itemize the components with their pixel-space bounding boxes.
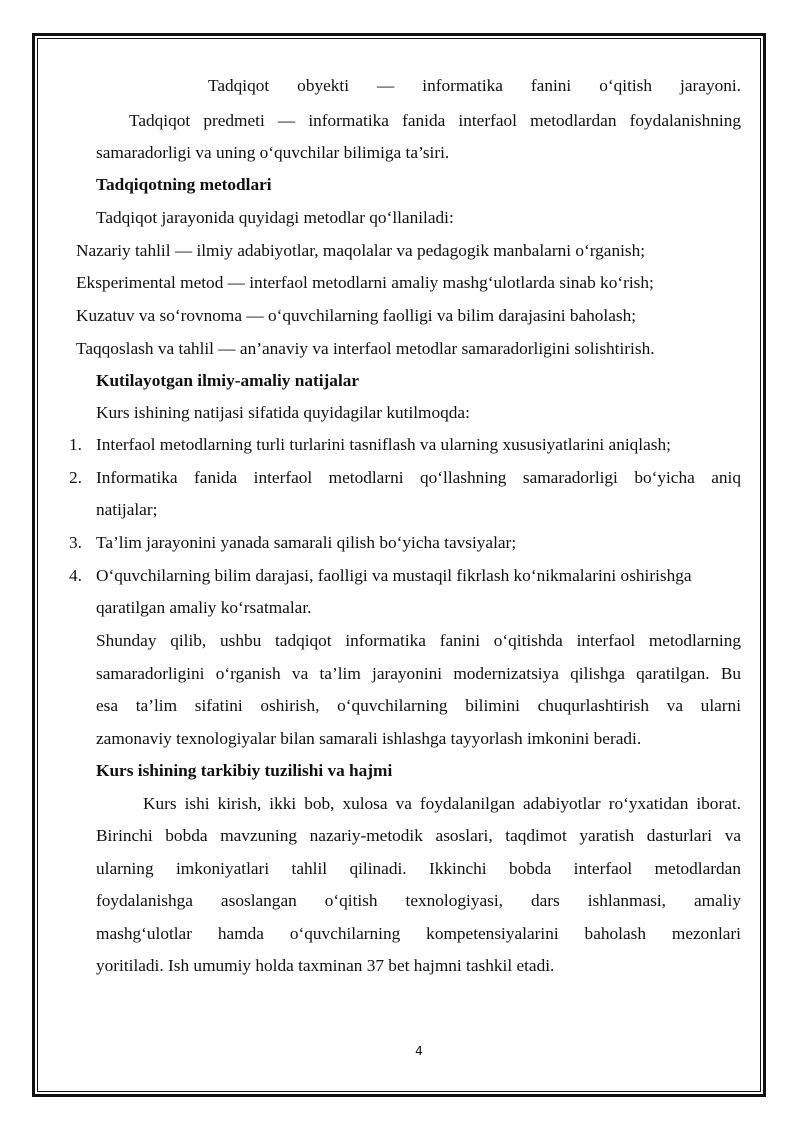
structure-line: mashg‘ulotlar hamda o‘quvchilarning kompetensiyalarini baholash mezonlari xyxy=(96,924,741,943)
method-item: Taqqoslash va tahlil — an’anaviy va interfaol metodlar samaradorligini solishtirish. xyxy=(76,339,655,358)
page-number: 4 xyxy=(415,1044,423,1058)
conclusion-line: esa ta’lim sifatini oshirish, o‘quvchilarning bilimini chuqurlashtirish va ularni xyxy=(96,696,741,715)
list-number: 1. xyxy=(69,435,82,454)
list-number: 2. xyxy=(69,468,82,487)
result-item-line: O‘quvchilarning bilim darajasi, faolligi va mustaqil fikrlash ko‘nikmalarini oshirishga xyxy=(96,566,692,585)
structure-line: ularning imkoniyatlari tahlil qilinadi. Ikkinchi bobda interfaol metodlardan xyxy=(96,859,741,878)
result-item-line: Interfaol metodlarning turli turlarini tasniflash va ularning xususiyatlarini aniqlash; xyxy=(96,435,671,454)
result-item-line: qaratilgan amaliy ko‘rsatmalar. xyxy=(96,598,312,617)
list-number: 3. xyxy=(69,533,82,552)
results-intro: Kurs ishining natijasi sifatida quyidagilar kutilmoqda: xyxy=(96,403,470,422)
research-object-line: Tadqiqot obyekti — informatika fanini o‘qitish jarayoni. xyxy=(208,76,741,95)
result-item-line: Informatika fanida interfaol metodlarni qo‘llashning samaradorligi bo‘yicha aniq xyxy=(96,468,741,487)
conclusion-line: Shunday qilib, ushbu tadqiqot informatika fanini o‘qitishda interfaol metodlarning xyxy=(96,631,741,650)
methods-heading: Tadqiqotning metodlari xyxy=(96,175,272,194)
result-item-line: Ta’lim jarayonini yanada samarali qilish bo‘yicha tavsiyalar; xyxy=(96,533,517,552)
conclusion-line: zamonaviy texnologiyalar bilan samarali ishlashga tayyorlash imkonini beradi. xyxy=(96,729,642,748)
structure-line: yoritiladi. Ish umumiy holda taxminan 37 bet hajmni tashkil etadi. xyxy=(96,956,555,975)
conclusion-line: samaradorligini o‘rganish va ta’lim jarayonini modernizatsiya qilishga qaratilgan. Bu xyxy=(96,664,741,683)
structure-line: Birinchi bobda mavzuning nazariy-metodik asoslari, taqdimot yaratish dasturlari va xyxy=(96,826,741,845)
structure-heading: Kurs ishining tarkibiy tuzilishi va hajmi xyxy=(96,761,393,780)
list-number: 4. xyxy=(69,566,82,585)
method-item: Kuzatuv va so‘rovnoma — o‘quvchilarning faolligi va bilim darajasini baholash; xyxy=(76,306,637,325)
structure-line: Kurs ishi kirish, ikki bob, xulosa va foydalanilgan adabiyotlar ro‘yxatidan iborat. xyxy=(143,794,741,813)
method-item: Eksperimental metod — interfaol metodlarni amaliy mashg‘ulotlarda sinab ko‘rish; xyxy=(76,273,654,292)
method-item: Nazariy tahlil — ilmiy adabiyotlar, maqolalar va pedagogik manbalarni o‘rganish; xyxy=(76,241,646,260)
research-subject-line-1: Tadqiqot predmeti — informatika fanida interfaol metodlardan foydalanishning xyxy=(129,111,741,130)
methods-intro: Tadqiqot jarayonida quyidagi metodlar qo‘llaniladi: xyxy=(96,208,454,227)
structure-line: foydalanishga asoslangan o‘qitish texnologiyasi, dars ishlanmasi, amaliy xyxy=(96,891,741,910)
results-heading: Kutilayotgan ilmiy-amaliy natijalar xyxy=(96,371,360,390)
research-subject-line-2: samaradorligi va uning o‘quvchilar bilimiga ta’siri. xyxy=(96,143,450,162)
result-item-line: natijalar; xyxy=(96,500,158,519)
